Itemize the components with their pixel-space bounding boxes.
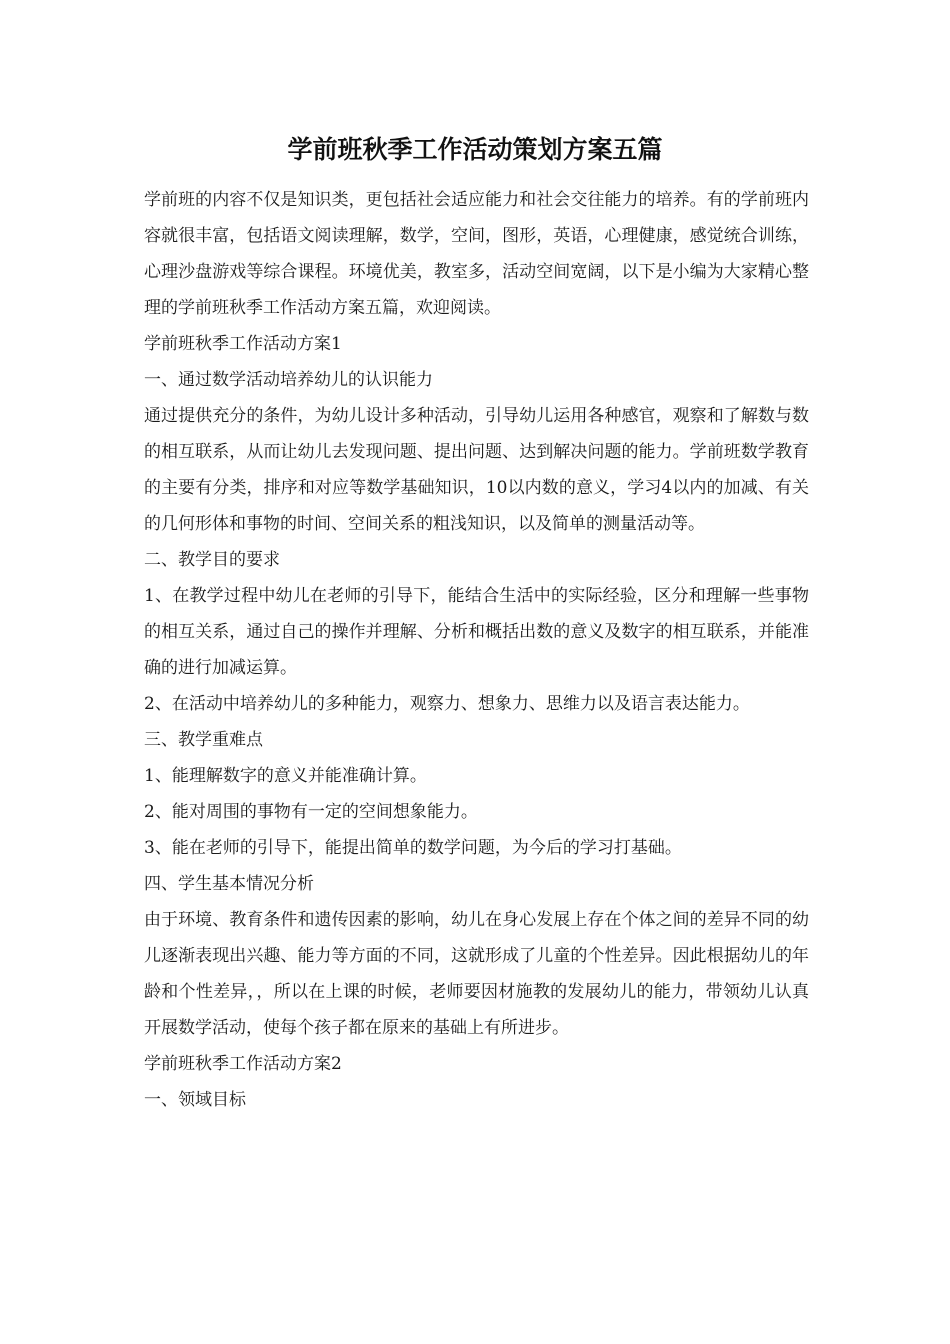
list-item-key-point-2: 2、能对周围的事物有一定的空间想象能力。 bbox=[144, 802, 478, 822]
list-item-key-point-3: 3、能在老师的引导下，能提出简单的数学问题，为今后的学习打基础。 bbox=[144, 838, 682, 858]
document-body bbox=[144, 182, 809, 1118]
subheading-domain-goals: 一、领域目标 bbox=[144, 1090, 246, 1110]
subheading-key-points: 三、教学重难点 bbox=[144, 730, 263, 750]
document-title: 学前班秋季工作活动策划方案五篇 bbox=[287, 135, 663, 164]
subheading-cognitive-ability: 一、通过数学活动培养幼儿的认识能力 bbox=[144, 370, 433, 390]
list-item-goal-1: 1、在教学过程中幼儿在老师的引导下，能结合生活中的实际经验，区分和理解一些事物的相互关系，通过自己的操作并理解、分析和概括出数的意义及数字的相互联系，并能准确的进行加减运算。 bbox=[144, 586, 809, 678]
paragraph-math-activities: 通过提供充分的条件，为幼儿设计多种活动，引导幼儿运用各种感官，观察和了解数与数的相互联系，从而让幼儿去发现问题、提出问题、达到解决问题的能力。学前班数学教育的主要有分类，排序和对应等数学基础知识，10以内数的意义，学习4以内的加减、有关的几何形体和事物的时间、空间关系的粗浅知识，以及简单的测量活动等。 bbox=[144, 406, 809, 534]
list-item-key-point-1: 1、能理解数字的意义并能准确计算。 bbox=[144, 766, 427, 786]
section-heading-plan-1: 学前班秋季工作活动方案1 bbox=[144, 334, 342, 354]
subheading-student-analysis: 四、学生基本情况分析 bbox=[144, 874, 314, 894]
intro-paragraph: 学前班的内容不仅是知识类，更包括社会适应能力和社会交往能力的培养。有的学前班内容就很丰富，包括语文阅读理解，数学，空间，图形，英语，心理健康，感觉统合训练，心理沙盘游戏等综合课程。环境优美，教室多，活动空间宽阔，以下是小编为大家精心整理的学前班秋季工作活动方案五篇，欢迎阅读。 bbox=[144, 190, 809, 318]
section-heading-plan-2: 学前班秋季工作活动方案2 bbox=[144, 1054, 342, 1074]
subheading-teaching-goals: 二、教学目的要求 bbox=[144, 550, 280, 570]
paragraph-student-analysis: 由于环境、教育条件和遗传因素的影响，幼儿在身心发展上存在个体之间的差异不同的幼儿逐渐表现出兴趣、能力等方面的不同，这就形成了儿童的个性差异。因此根据幼儿的年龄和个性差异，，所以在上课的时候，老师要因材施教的发展幼儿的能力，带领幼儿认真开展数学活动，使每个孩子都在原来的基础上有所进步。 bbox=[144, 910, 809, 1038]
list-item-goal-2: 2、在活动中培养幼儿的多种能力，观察力、想象力、思维力以及语言表达能力。 bbox=[144, 694, 750, 714]
